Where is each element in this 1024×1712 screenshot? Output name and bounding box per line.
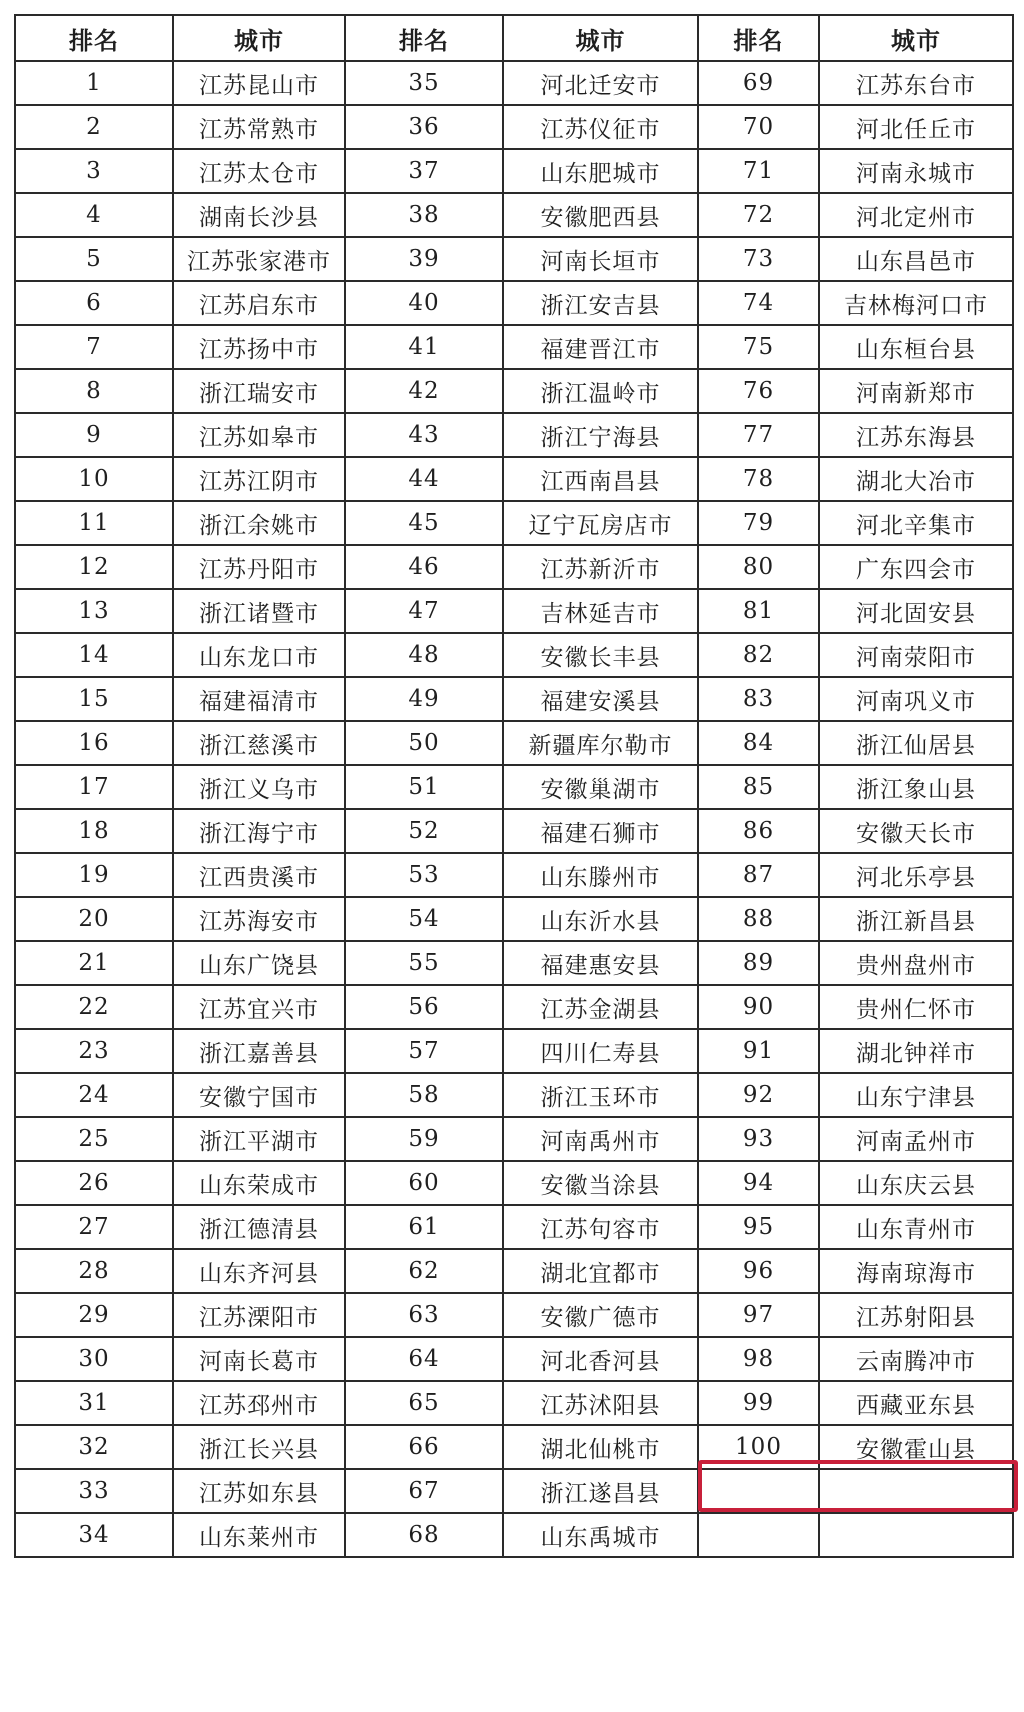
city-cell: 辽宁瓦房店市 — [503, 501, 698, 545]
city-cell: 江苏如皋市 — [173, 413, 345, 457]
city-cell: 江苏常熟市 — [173, 105, 345, 149]
city-cell: 山东龙口市 — [173, 633, 345, 677]
city-cell: 贵州盘州市 — [819, 941, 1013, 985]
city-cell: 江苏东台市 — [819, 61, 1013, 105]
rank-cell: 68 — [345, 1513, 503, 1557]
rank-cell: 50 — [345, 721, 503, 765]
rank-cell: 91 — [698, 1029, 819, 1073]
city-cell: 山东肥城市 — [503, 149, 698, 193]
header-city: 城市 — [503, 15, 698, 61]
rank-cell: 72 — [698, 193, 819, 237]
table-body — [15, 61, 1013, 1557]
table-row — [15, 501, 1013, 545]
table-row — [15, 413, 1013, 457]
rank-cell: 81 — [698, 589, 819, 633]
city-cell: 福建晋江市 — [503, 325, 698, 369]
city-cell: 安徽天长市 — [819, 809, 1013, 853]
rank-cell: 49 — [345, 677, 503, 721]
city-cell: 安徽宁国市 — [173, 1073, 345, 1117]
table-row — [15, 809, 1013, 853]
table-row — [15, 1293, 1013, 1337]
rank-cell: 97 — [698, 1293, 819, 1337]
city-cell: 浙江温岭市 — [503, 369, 698, 413]
city-cell: 河北固安县 — [819, 589, 1013, 633]
rank-cell: 51 — [345, 765, 503, 809]
header-city: 城市 — [819, 15, 1013, 61]
rank-cell: 13 — [15, 589, 173, 633]
rank-cell: 22 — [15, 985, 173, 1029]
city-cell: 浙江长兴县 — [173, 1425, 345, 1469]
rank-cell: 98 — [698, 1337, 819, 1381]
city-cell: 河南巩义市 — [819, 677, 1013, 721]
rank-cell — [698, 1469, 819, 1513]
city-cell: 江苏新沂市 — [503, 545, 698, 589]
city-cell: 山东荣成市 — [173, 1161, 345, 1205]
rank-cell: 95 — [698, 1205, 819, 1249]
rank-cell: 20 — [15, 897, 173, 941]
city-cell: 四川仁寿县 — [503, 1029, 698, 1073]
city-cell — [819, 1513, 1013, 1557]
table-row — [15, 325, 1013, 369]
table-row — [15, 149, 1013, 193]
rank-cell: 30 — [15, 1337, 173, 1381]
rank-cell: 71 — [698, 149, 819, 193]
table-row — [15, 985, 1013, 1029]
rank-cell: 52 — [345, 809, 503, 853]
table-row — [15, 765, 1013, 809]
header-rank: 排名 — [698, 15, 819, 61]
rank-cell: 74 — [698, 281, 819, 325]
table-row — [15, 1381, 1013, 1425]
city-cell: 河南孟州市 — [819, 1117, 1013, 1161]
city-cell: 江苏仪征市 — [503, 105, 698, 149]
city-cell: 山东莱州市 — [173, 1513, 345, 1557]
rank-cell: 55 — [345, 941, 503, 985]
table-row — [15, 677, 1013, 721]
city-cell: 福建惠安县 — [503, 941, 698, 985]
rank-cell: 23 — [15, 1029, 173, 1073]
rank-cell: 66 — [345, 1425, 503, 1469]
rank-cell: 96 — [698, 1249, 819, 1293]
rank-cell: 31 — [15, 1381, 173, 1425]
rank-cell: 32 — [15, 1425, 173, 1469]
rank-cell: 61 — [345, 1205, 503, 1249]
city-cell: 江苏昆山市 — [173, 61, 345, 105]
rank-cell: 10 — [15, 457, 173, 501]
city-cell: 江苏江阴市 — [173, 457, 345, 501]
rank-cell: 42 — [345, 369, 503, 413]
city-cell: 安徽广德市 — [503, 1293, 698, 1337]
city-cell: 西藏亚东县 — [819, 1381, 1013, 1425]
city-cell: 安徽当涂县 — [503, 1161, 698, 1205]
city-cell: 江西南昌县 — [503, 457, 698, 501]
rank-cell: 94 — [698, 1161, 819, 1205]
rank-cell: 46 — [345, 545, 503, 589]
rank-cell: 28 — [15, 1249, 173, 1293]
table-row — [15, 1425, 1013, 1469]
table-row — [15, 1117, 1013, 1161]
rank-cell: 17 — [15, 765, 173, 809]
city-cell: 安徽长丰县 — [503, 633, 698, 677]
rank-cell: 38 — [345, 193, 503, 237]
city-cell: 贵州仁怀市 — [819, 985, 1013, 1029]
rank-cell: 45 — [345, 501, 503, 545]
rank-cell: 34 — [15, 1513, 173, 1557]
city-cell: 湖北大冶市 — [819, 457, 1013, 501]
city-cell: 江苏东海县 — [819, 413, 1013, 457]
city-cell: 湖北宜都市 — [503, 1249, 698, 1293]
rank-cell: 43 — [345, 413, 503, 457]
rank-cell: 7 — [15, 325, 173, 369]
city-cell: 江苏句容市 — [503, 1205, 698, 1249]
rank-cell: 41 — [345, 325, 503, 369]
rank-cell: 1 — [15, 61, 173, 105]
rank-cell: 56 — [345, 985, 503, 1029]
city-cell: 浙江海宁市 — [173, 809, 345, 853]
table-row — [15, 1205, 1013, 1249]
rank-cell: 24 — [15, 1073, 173, 1117]
rank-cell: 37 — [345, 149, 503, 193]
city-cell: 江苏如东县 — [173, 1469, 345, 1513]
rank-cell: 35 — [345, 61, 503, 105]
rank-cell: 40 — [345, 281, 503, 325]
city-cell: 湖北仙桃市 — [503, 1425, 698, 1469]
rank-cell: 3 — [15, 149, 173, 193]
table-row — [15, 1161, 1013, 1205]
city-cell: 广东四会市 — [819, 545, 1013, 589]
rank-cell: 88 — [698, 897, 819, 941]
table-header-row — [15, 15, 1013, 61]
city-cell: 江西贵溪市 — [173, 853, 345, 897]
table-row — [15, 1337, 1013, 1381]
rank-cell: 57 — [345, 1029, 503, 1073]
city-cell: 江苏沭阳县 — [503, 1381, 698, 1425]
rank-cell: 82 — [698, 633, 819, 677]
city-cell: 福建福清市 — [173, 677, 345, 721]
rank-cell: 84 — [698, 721, 819, 765]
city-cell: 新疆库尔勒市 — [503, 721, 698, 765]
rank-cell: 15 — [15, 677, 173, 721]
rank-cell: 18 — [15, 809, 173, 853]
table-row — [15, 1073, 1013, 1117]
city-cell: 江苏邳州市 — [173, 1381, 345, 1425]
rank-cell: 12 — [15, 545, 173, 589]
city-cell: 河南永城市 — [819, 149, 1013, 193]
rank-cell: 64 — [345, 1337, 503, 1381]
rank-cell: 9 — [15, 413, 173, 457]
rank-cell: 60 — [345, 1161, 503, 1205]
rank-cell: 65 — [345, 1381, 503, 1425]
rank-cell: 25 — [15, 1117, 173, 1161]
header-rank: 排名 — [345, 15, 503, 61]
city-cell: 吉林延吉市 — [503, 589, 698, 633]
table-row — [15, 457, 1013, 501]
header-city: 城市 — [173, 15, 345, 61]
rank-cell: 69 — [698, 61, 819, 105]
rank-cell: 67 — [345, 1469, 503, 1513]
rank-cell: 77 — [698, 413, 819, 457]
city-cell: 山东庆云县 — [819, 1161, 1013, 1205]
city-cell: 浙江慈溪市 — [173, 721, 345, 765]
city-cell: 浙江玉环市 — [503, 1073, 698, 1117]
table-row — [15, 105, 1013, 149]
table-row — [15, 1029, 1013, 1073]
rank-cell: 100 — [698, 1425, 819, 1469]
table-row — [15, 545, 1013, 589]
city-cell: 江苏太仓市 — [173, 149, 345, 193]
rank-cell: 33 — [15, 1469, 173, 1513]
table-row — [15, 853, 1013, 897]
city-cell: 安徽霍山县 — [819, 1425, 1013, 1469]
rank-cell: 48 — [345, 633, 503, 677]
city-cell: 江苏金湖县 — [503, 985, 698, 1029]
table-row — [15, 633, 1013, 677]
table-row — [15, 1513, 1013, 1557]
city-cell: 山东齐河县 — [173, 1249, 345, 1293]
city-cell: 河南新郑市 — [819, 369, 1013, 413]
city-cell: 安徽肥西县 — [503, 193, 698, 237]
table-row — [15, 237, 1013, 281]
rank-cell: 4 — [15, 193, 173, 237]
table-row — [15, 1469, 1013, 1513]
rank-cell: 76 — [698, 369, 819, 413]
city-cell: 河北迁安市 — [503, 61, 698, 105]
city-cell: 山东昌邑市 — [819, 237, 1013, 281]
city-cell: 江苏海安市 — [173, 897, 345, 941]
city-cell: 浙江宁海县 — [503, 413, 698, 457]
city-cell: 江苏宜兴市 — [173, 985, 345, 1029]
rank-cell: 39 — [345, 237, 503, 281]
rank-cell: 54 — [345, 897, 503, 941]
rank-cell: 99 — [698, 1381, 819, 1425]
city-cell: 河北定州市 — [819, 193, 1013, 237]
rank-cell: 36 — [345, 105, 503, 149]
city-cell: 浙江瑞安市 — [173, 369, 345, 413]
city-cell: 河南禹州市 — [503, 1117, 698, 1161]
table-row — [15, 1249, 1013, 1293]
rank-cell: 2 — [15, 105, 173, 149]
rank-cell: 89 — [698, 941, 819, 985]
rank-cell: 11 — [15, 501, 173, 545]
city-cell: 山东滕州市 — [503, 853, 698, 897]
city-cell: 浙江诸暨市 — [173, 589, 345, 633]
rank-cell: 16 — [15, 721, 173, 765]
rank-cell: 59 — [345, 1117, 503, 1161]
rank-cell: 19 — [15, 853, 173, 897]
city-cell: 福建石狮市 — [503, 809, 698, 853]
table-row — [15, 589, 1013, 633]
city-cell: 云南腾冲市 — [819, 1337, 1013, 1381]
city-cell: 湖南长沙县 — [173, 193, 345, 237]
city-cell: 山东禹城市 — [503, 1513, 698, 1557]
city-cell: 江苏张家港市 — [173, 237, 345, 281]
rank-cell: 83 — [698, 677, 819, 721]
rank-cell — [698, 1513, 819, 1557]
table-row — [15, 369, 1013, 413]
rank-cell: 44 — [345, 457, 503, 501]
table-row — [15, 897, 1013, 941]
city-cell: 安徽巢湖市 — [503, 765, 698, 809]
table-row — [15, 281, 1013, 325]
city-cell: 山东桓台县 — [819, 325, 1013, 369]
city-cell: 江苏扬中市 — [173, 325, 345, 369]
city-cell: 浙江嘉善县 — [173, 1029, 345, 1073]
city-cell: 江苏启东市 — [173, 281, 345, 325]
city-cell: 福建安溪县 — [503, 677, 698, 721]
city-cell: 浙江义乌市 — [173, 765, 345, 809]
table-row — [15, 193, 1013, 237]
city-cell: 河北乐亭县 — [819, 853, 1013, 897]
rank-cell: 63 — [345, 1293, 503, 1337]
city-cell: 江苏丹阳市 — [173, 545, 345, 589]
city-cell: 浙江仙居县 — [819, 721, 1013, 765]
city-cell: 吉林梅河口市 — [819, 281, 1013, 325]
city-cell: 河南长葛市 — [173, 1337, 345, 1381]
city-cell — [819, 1469, 1013, 1513]
table-row — [15, 721, 1013, 765]
city-cell: 浙江德清县 — [173, 1205, 345, 1249]
rank-cell: 86 — [698, 809, 819, 853]
ranking-table — [14, 14, 1014, 1558]
rank-cell: 90 — [698, 985, 819, 1029]
city-cell: 海南琼海市 — [819, 1249, 1013, 1293]
city-cell: 湖北钟祥市 — [819, 1029, 1013, 1073]
rank-cell: 78 — [698, 457, 819, 501]
city-cell: 河南长垣市 — [503, 237, 698, 281]
city-cell: 江苏射阳县 — [819, 1293, 1013, 1337]
city-cell: 江苏溧阳市 — [173, 1293, 345, 1337]
rank-cell: 85 — [698, 765, 819, 809]
city-cell: 浙江安吉县 — [503, 281, 698, 325]
city-cell: 河北香河县 — [503, 1337, 698, 1381]
rank-cell: 27 — [15, 1205, 173, 1249]
city-cell: 河北任丘市 — [819, 105, 1013, 149]
rank-cell: 58 — [345, 1073, 503, 1117]
rank-cell: 6 — [15, 281, 173, 325]
rank-cell: 29 — [15, 1293, 173, 1337]
city-cell: 浙江新昌县 — [819, 897, 1013, 941]
rank-cell: 21 — [15, 941, 173, 985]
city-cell: 山东宁津县 — [819, 1073, 1013, 1117]
rank-cell: 70 — [698, 105, 819, 149]
rank-cell: 75 — [698, 325, 819, 369]
city-cell: 山东沂水县 — [503, 897, 698, 941]
rank-cell: 93 — [698, 1117, 819, 1161]
rank-cell: 80 — [698, 545, 819, 589]
header-rank: 排名 — [15, 15, 173, 61]
rank-cell: 53 — [345, 853, 503, 897]
table-row — [15, 61, 1013, 105]
rank-cell: 73 — [698, 237, 819, 281]
table-row — [15, 941, 1013, 985]
city-cell: 浙江象山县 — [819, 765, 1013, 809]
city-cell: 浙江遂昌县 — [503, 1469, 698, 1513]
city-cell: 浙江平湖市 — [173, 1117, 345, 1161]
city-cell: 山东广饶县 — [173, 941, 345, 985]
rank-cell: 8 — [15, 369, 173, 413]
city-cell: 河南荥阳市 — [819, 633, 1013, 677]
rank-cell: 14 — [15, 633, 173, 677]
rank-cell: 92 — [698, 1073, 819, 1117]
rank-cell: 87 — [698, 853, 819, 897]
rank-cell: 79 — [698, 501, 819, 545]
rank-cell: 26 — [15, 1161, 173, 1205]
city-cell: 河北辛集市 — [819, 501, 1013, 545]
rank-cell: 62 — [345, 1249, 503, 1293]
rank-cell: 47 — [345, 589, 503, 633]
city-cell: 山东青州市 — [819, 1205, 1013, 1249]
rank-cell: 5 — [15, 237, 173, 281]
city-cell: 浙江余姚市 — [173, 501, 345, 545]
